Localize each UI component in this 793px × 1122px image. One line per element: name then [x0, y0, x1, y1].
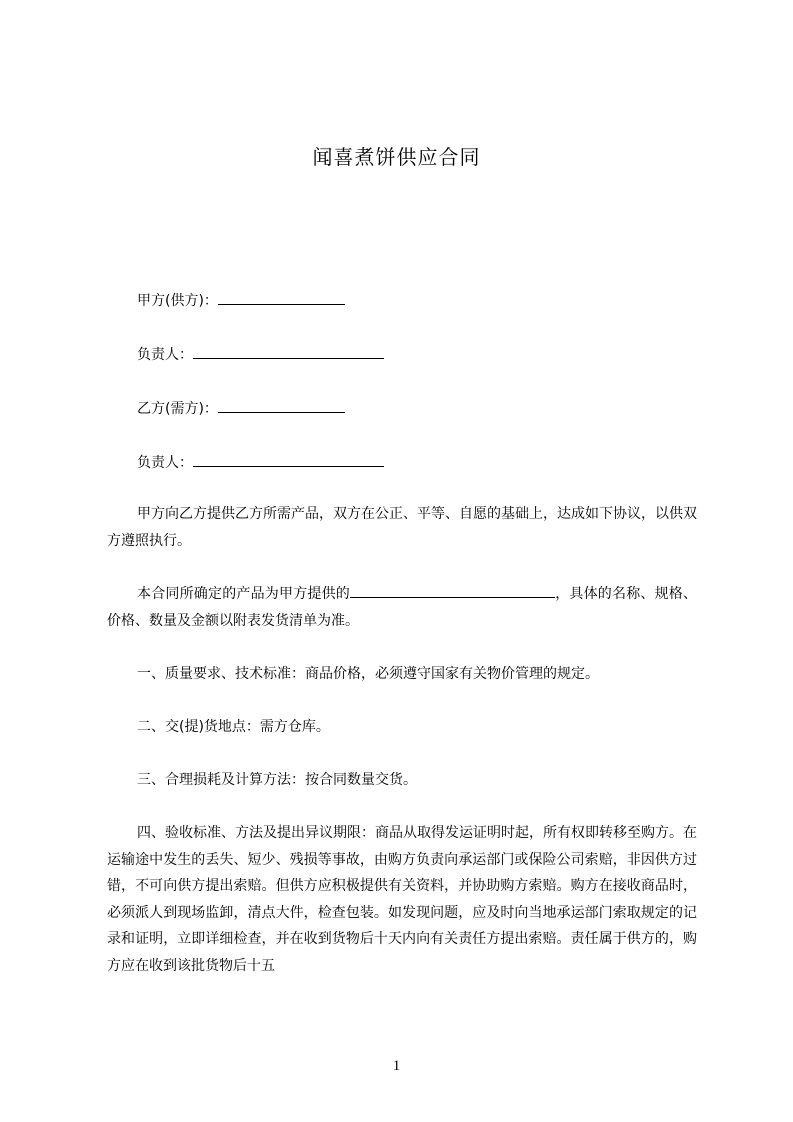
page-number: 1 [392, 1058, 401, 1074]
party-a-rep-line [137, 344, 384, 365]
party-b-rep-label: 负责人： [137, 455, 193, 471]
party-a-label: 甲方(供方)： [137, 293, 218, 309]
clause-3: 三、合理损耗及计算方法：按合同数量交货。 [137, 772, 417, 788]
intro-paragraph: 甲方向乙方提供乙方所需产品，双方在公正、平等、自愿的基础上，达成如下协议，以供双方遵照执行。 [107, 506, 697, 549]
clause-2: 二、交(提)货地点：需方仓库。 [137, 719, 330, 735]
product-suffix: ，具体的名称、规格、价格、数量及金额以附表发货清单为准。 [107, 586, 697, 629]
party-b-blank [218, 398, 345, 413]
party-b-rep-line [137, 452, 384, 473]
party-b-line [137, 398, 345, 419]
party-b-label: 乙方(需方)： [137, 401, 218, 417]
party-a-blank [218, 290, 345, 305]
party-a-rep-blank [193, 344, 384, 359]
party-b-rep-blank [193, 452, 384, 467]
party-a-line [137, 290, 345, 311]
clause-4: 四、验收标准、方法及提出异议期限：商品从取得发运证明时起，所有权即转移至购方。在运输途中发生的丢失、短少、残损等事故，由购方负责向承运部门或保险公司索赔，非因供方过错，不可向供方提出索赔。但供方应积极提供有关资料，并协助购方索赔。购方在接收商品时，必须派人到现场监卸，清点大件，检查包装。如发现问题，应及时向当地承运部门索取规定的记录和证明，立即详细检查，并在收到货物后十天内向有关责任方提出索赔。责任属于供方的，购方应在收到该批货物后十五 [107, 825, 697, 974]
product-blank [350, 583, 555, 598]
document-title: 闻喜煮饼供应合同 [312, 145, 481, 169]
product-paragraph [107, 581, 697, 634]
clause-1: 一、质量要求、技术标准：商品价格，必须遵守国家有关物价管理的规定。 [137, 666, 599, 682]
party-a-rep-label: 负责人： [137, 347, 193, 363]
product-prefix: 本合同所确定的产品为甲方提供的 [137, 586, 350, 602]
